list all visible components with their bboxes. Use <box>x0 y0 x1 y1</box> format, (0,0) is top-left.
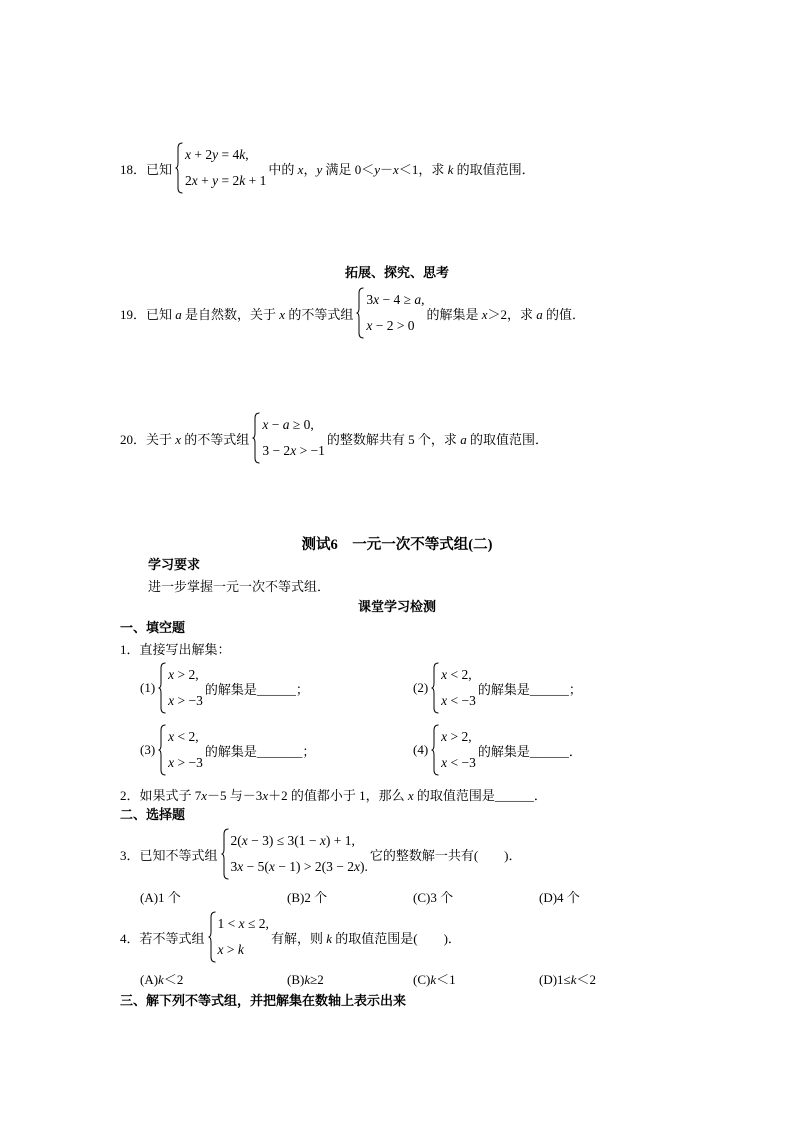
math-variable: x <box>441 755 448 770</box>
left-brace <box>175 142 183 194</box>
math-variable: x <box>441 667 448 682</box>
inequality-line: 3x − 4 ≥ a, <box>366 292 425 307</box>
math-variable: x <box>217 942 224 957</box>
question-18 <box>120 142 535 194</box>
option-a: (A)k＜2 <box>140 972 184 987</box>
left-brace <box>356 287 364 339</box>
inequality-lines <box>168 662 203 714</box>
requirements-heading: 学习要求 <box>148 557 201 572</box>
option-a: (A)1 个 <box>140 890 181 905</box>
math-variable: x <box>262 417 269 432</box>
question-1-stem: 1．直接写出解集： <box>120 642 231 657</box>
math-variable: x <box>191 173 198 188</box>
math-variable: a <box>460 431 467 447</box>
question-1-item <box>413 724 582 776</box>
test-title: 测试6 一元一次不等式组(二) <box>301 537 493 553</box>
math-variable: x <box>268 859 275 874</box>
question-19 <box>120 287 585 339</box>
math-variable: x <box>185 147 192 162</box>
item-label: (2) <box>413 680 429 695</box>
math-variable: x <box>168 755 175 770</box>
question-3-prefix: 3．已知不等式组 <box>120 847 218 863</box>
inequality-lines <box>441 724 476 776</box>
left-brace <box>221 828 229 880</box>
option-b: (B)2 个 <box>287 890 328 905</box>
inequality-line: x < 2, <box>441 667 472 682</box>
left-brace <box>252 412 260 464</box>
answer-blank-text: 的解集是______； <box>477 681 582 697</box>
answer-blank-text: 的解集是_______； <box>204 743 316 759</box>
math-variable: y <box>212 147 219 162</box>
requirements-text: 进一步掌握一元一次不等式组． <box>148 579 331 594</box>
answer-blank-text: 的解集是______； <box>204 681 309 697</box>
option-d: (D)1≤k＜2 <box>539 972 596 987</box>
math-variable: x <box>237 859 244 874</box>
question-19-prefix: 19．已知 a 是自然数，关于 x 的不等式组 <box>120 306 354 322</box>
left-brace <box>208 911 216 963</box>
equation-line: 2x + y = 2k + 1 <box>185 173 267 188</box>
math-variable: x <box>168 729 175 744</box>
option-c: (C)3 个 <box>413 890 454 905</box>
equation-line: x + 2y = 4k, <box>185 147 249 162</box>
math-variable: x <box>441 729 448 744</box>
inequality-system <box>158 662 203 714</box>
inequality-lines <box>168 724 203 776</box>
math-variable: k <box>239 147 246 162</box>
inequality-line: x < −3 <box>441 693 476 708</box>
solve-heading: 三、解下列不等式组，并把解集在数轴上表示出来 <box>120 993 407 1008</box>
math-variable: x <box>407 788 414 803</box>
question-4 <box>120 911 461 963</box>
inequality-line: 3x − 5(x − 1) > 2(3 − 2x). <box>230 859 368 874</box>
extension-heading: 拓展、探究、思考 <box>344 265 449 280</box>
question-1-item <box>140 662 309 714</box>
math-variable: x <box>373 292 380 307</box>
math-variable: k <box>326 930 332 946</box>
left-brace <box>158 724 166 776</box>
question-4-prefix: 4．若不等式组 <box>120 930 205 946</box>
question-20-suffix: 的整数解共有 5 个，求 a 的取值范围． <box>326 431 548 447</box>
math-variable: x <box>319 833 326 848</box>
option-c: (C)k＜1 <box>413 972 456 987</box>
inequality-system <box>208 911 269 963</box>
math-variable: y <box>316 161 323 177</box>
inequality-line: x > −3 <box>168 693 203 708</box>
math-variable: x <box>290 443 297 458</box>
math-variable: k <box>237 942 244 957</box>
inequality-system <box>221 828 368 880</box>
math-variable: x <box>353 859 360 874</box>
item-label: (3) <box>140 742 156 757</box>
equation-lines <box>185 142 266 194</box>
left-brace <box>158 662 166 714</box>
inequality-system <box>431 662 476 714</box>
question-20 <box>120 412 548 464</box>
math-variable: a <box>414 292 422 307</box>
math-variable: x <box>262 788 269 803</box>
inequality-lines <box>366 287 424 339</box>
question-19-suffix: 的解集是 x＞2，求 a 的值． <box>426 306 586 322</box>
math-variable: y <box>212 173 219 188</box>
question-3-options <box>0 889 794 907</box>
inequality-lines <box>441 662 476 714</box>
inequality-line: x − 2 > 0 <box>366 318 415 333</box>
math-variable: x <box>168 693 175 708</box>
math-variable: x <box>241 833 248 848</box>
math-variable: x <box>366 318 373 333</box>
math-variable: a <box>536 306 543 322</box>
inequality-line: x > k <box>217 942 244 957</box>
inequality-lines <box>231 828 368 880</box>
math-variable: x <box>441 693 448 708</box>
inequality-line: x − a ≥ 0, <box>262 417 314 432</box>
option-d: (D)4 个 <box>539 890 580 905</box>
answer-blank-text: 的解集是______． <box>477 743 582 759</box>
math-variable: x <box>481 306 488 322</box>
choice-heading: 二、选择题 <box>120 807 186 822</box>
classroom-heading: 课堂学习检测 <box>357 599 436 614</box>
math-variable: x <box>238 916 245 931</box>
math-variable: k <box>304 972 311 987</box>
equation-system <box>175 142 266 194</box>
inequality-line: x > 2, <box>441 729 472 744</box>
left-brace <box>431 724 439 776</box>
inequality-line: x < −3 <box>441 755 476 770</box>
question-1-item <box>140 724 315 776</box>
left-brace <box>431 662 439 714</box>
inequality-line: x > −3 <box>168 755 203 770</box>
math-variable: x <box>168 667 175 682</box>
math-variable: x <box>297 161 304 177</box>
question-18-suffix: 中的 x，y 满足 0＜y－x＜1，求 k 的取值范围． <box>268 161 535 177</box>
inequality-line: 2(x − 3) ≤ 3(1 − x) + 1, <box>230 833 355 848</box>
question-3 <box>120 828 522 880</box>
math-variable: a <box>175 306 182 322</box>
math-variable: a <box>282 417 290 432</box>
math-variable: x <box>279 306 286 322</box>
question-2: 2．如果式子 7x－5 与－3x＋2 的值都小于 1，那么 x 的取值范围是______． <box>120 788 547 803</box>
option-b: (B)k≥2 <box>287 972 324 987</box>
question-1-item <box>413 662 582 714</box>
question-18-prefix: 18．已知 <box>120 161 173 177</box>
math-variable: x <box>175 431 182 447</box>
question-3-suffix: 它的整数解一共有( )． <box>369 847 522 863</box>
math-variable: k <box>239 173 246 188</box>
inequality-system <box>431 724 476 776</box>
math-variable: k <box>158 972 164 987</box>
question-4-suffix: 有解，则 k 的取值范围是( )． <box>270 930 461 946</box>
inequality-lines <box>262 412 325 464</box>
inequality-line: x < 2, <box>168 729 199 744</box>
question-20-prefix: 20．关于 x 的不等式组 <box>120 431 250 447</box>
math-variable: x <box>201 788 208 803</box>
inequality-system <box>356 287 424 339</box>
question-4-options <box>0 971 794 989</box>
math-variable: k <box>570 972 577 987</box>
inequality-line: 1 < x ≤ 2, <box>217 916 269 931</box>
math-variable: y <box>374 161 381 177</box>
math-variable: k <box>447 161 454 177</box>
item-label: (4) <box>413 742 429 757</box>
item-label: (1) <box>140 680 156 695</box>
inequality-line: 3 − 2x > −1 <box>262 443 325 458</box>
inequality-system <box>158 724 203 776</box>
math-variable: x <box>393 161 399 177</box>
inequality-line: x > 2, <box>168 667 199 682</box>
math-variable: k <box>430 972 437 987</box>
inequality-system <box>252 412 325 464</box>
fill-in-heading: 一、填空题 <box>120 620 186 635</box>
inequality-lines <box>218 911 269 963</box>
